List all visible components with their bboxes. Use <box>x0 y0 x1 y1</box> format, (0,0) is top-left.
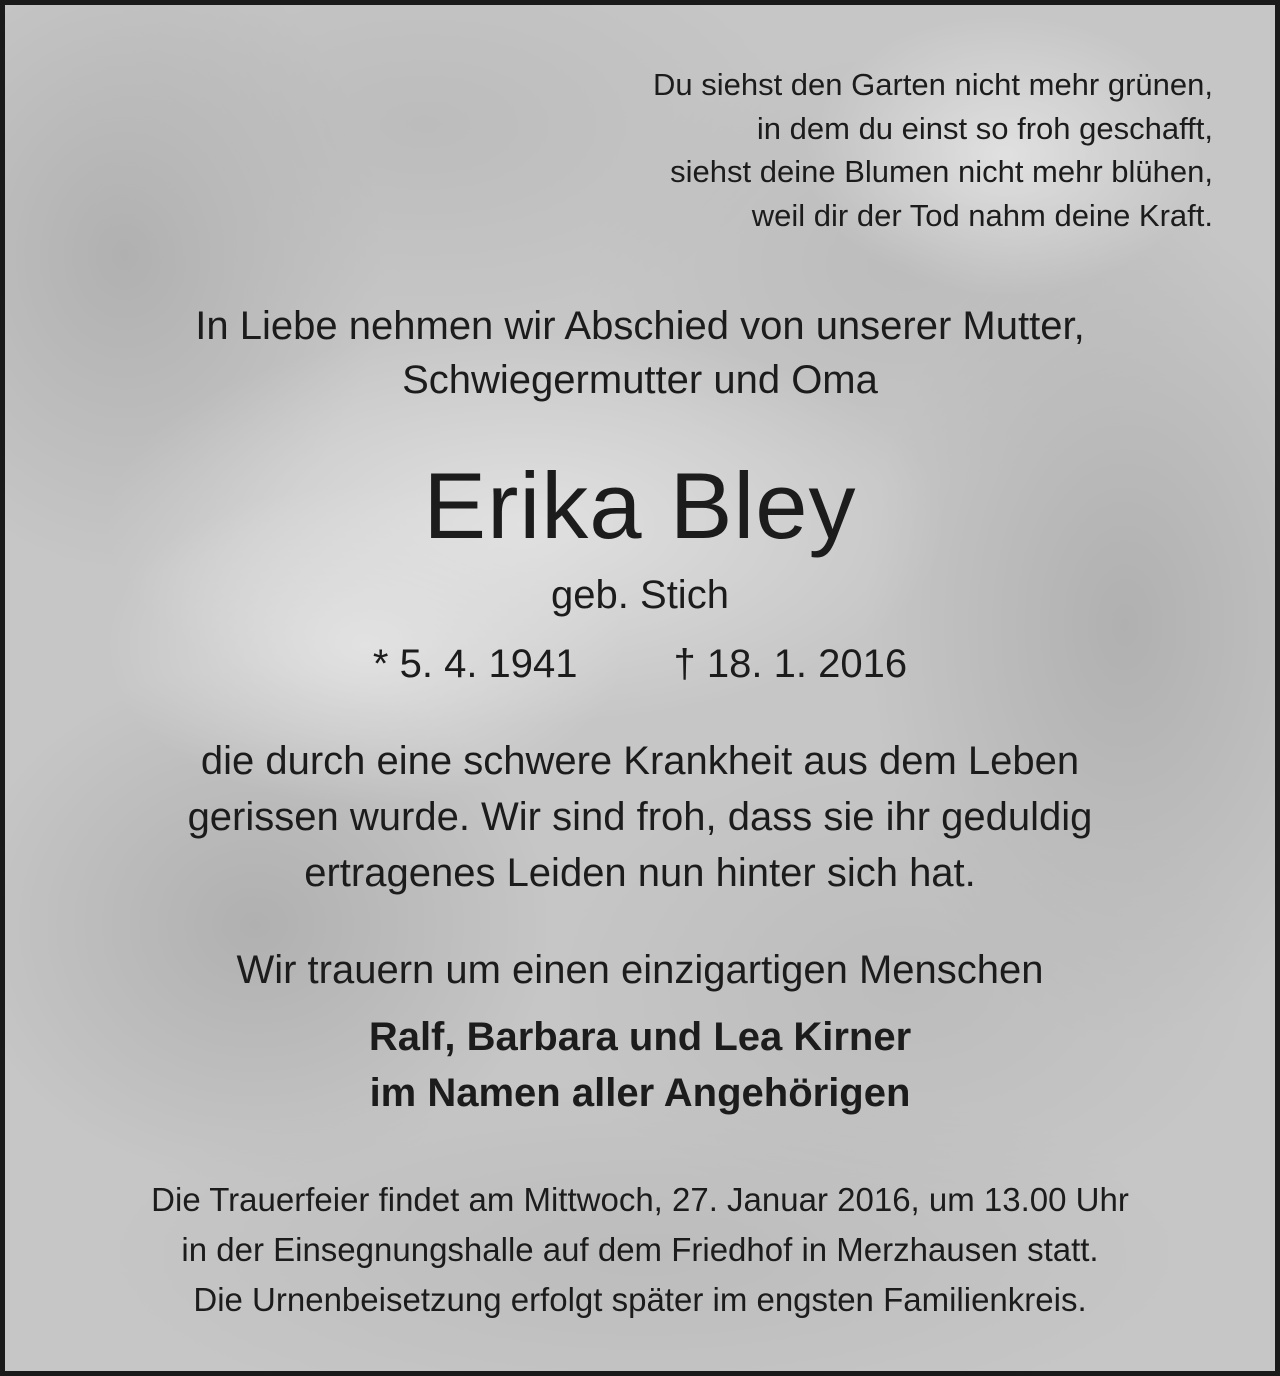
deceased-name: Erika Bley <box>423 453 857 558</box>
mourning-line: Wir trauern um einen einzigartigen Menschen <box>236 948 1044 992</box>
intro-line: In Liebe nehmen wir Abschied von unserer Mutter, <box>195 304 1085 348</box>
notice-body <box>5 733 1275 901</box>
life-dates <box>5 637 1275 691</box>
funeral-line: Die Urnenbeisetzung erfolgt später im engsten Familienkreis. <box>193 1281 1087 1318</box>
farewell-intro <box>5 299 1275 407</box>
body-line: ertragenes Leiden nun hinter sich hat. <box>304 851 976 895</box>
funeral-line: Die Trauerfeier findet am Mittwoch, 27. Januar 2016, um 13.00 Uhr <box>151 1181 1129 1218</box>
poem-line: Du siehst den Garten nicht mehr grünen, <box>652 67 1213 102</box>
maiden-name: geb. Stich <box>551 573 729 617</box>
intro-line: Schwiegermutter und Oma <box>402 358 878 402</box>
poem-line: weil dir der Tod nahm deine Kraft. <box>751 197 1213 233</box>
family-line: Ralf, Barbara und Lea Kirner <box>368 1015 912 1059</box>
funeral-information <box>5 1175 1275 1325</box>
poem-line: siehst deine Blumen nicht mehr blühen, <box>670 154 1213 189</box>
poem-line: in dem du einst so froh geschafft, <box>756 110 1213 146</box>
funeral-line: in der Einsegnungshalle auf dem Friedhof in Merzhausen statt. <box>181 1231 1099 1268</box>
family-signature <box>5 1009 1275 1121</box>
body-line: die durch eine schwere Krankheit aus dem Leben <box>200 739 1080 783</box>
body-line: gerissen wurde. Wir sind froh, dass sie ihr geduldig <box>187 795 1093 839</box>
poem-verse <box>653 63 1213 237</box>
family-line: im Namen aller Angehörigen <box>369 1071 911 1115</box>
death-date: † 18. 1. 2016 <box>673 642 908 686</box>
birth-date: * 5. 4. 1941 <box>372 642 578 686</box>
notice-content <box>5 5 1275 1371</box>
